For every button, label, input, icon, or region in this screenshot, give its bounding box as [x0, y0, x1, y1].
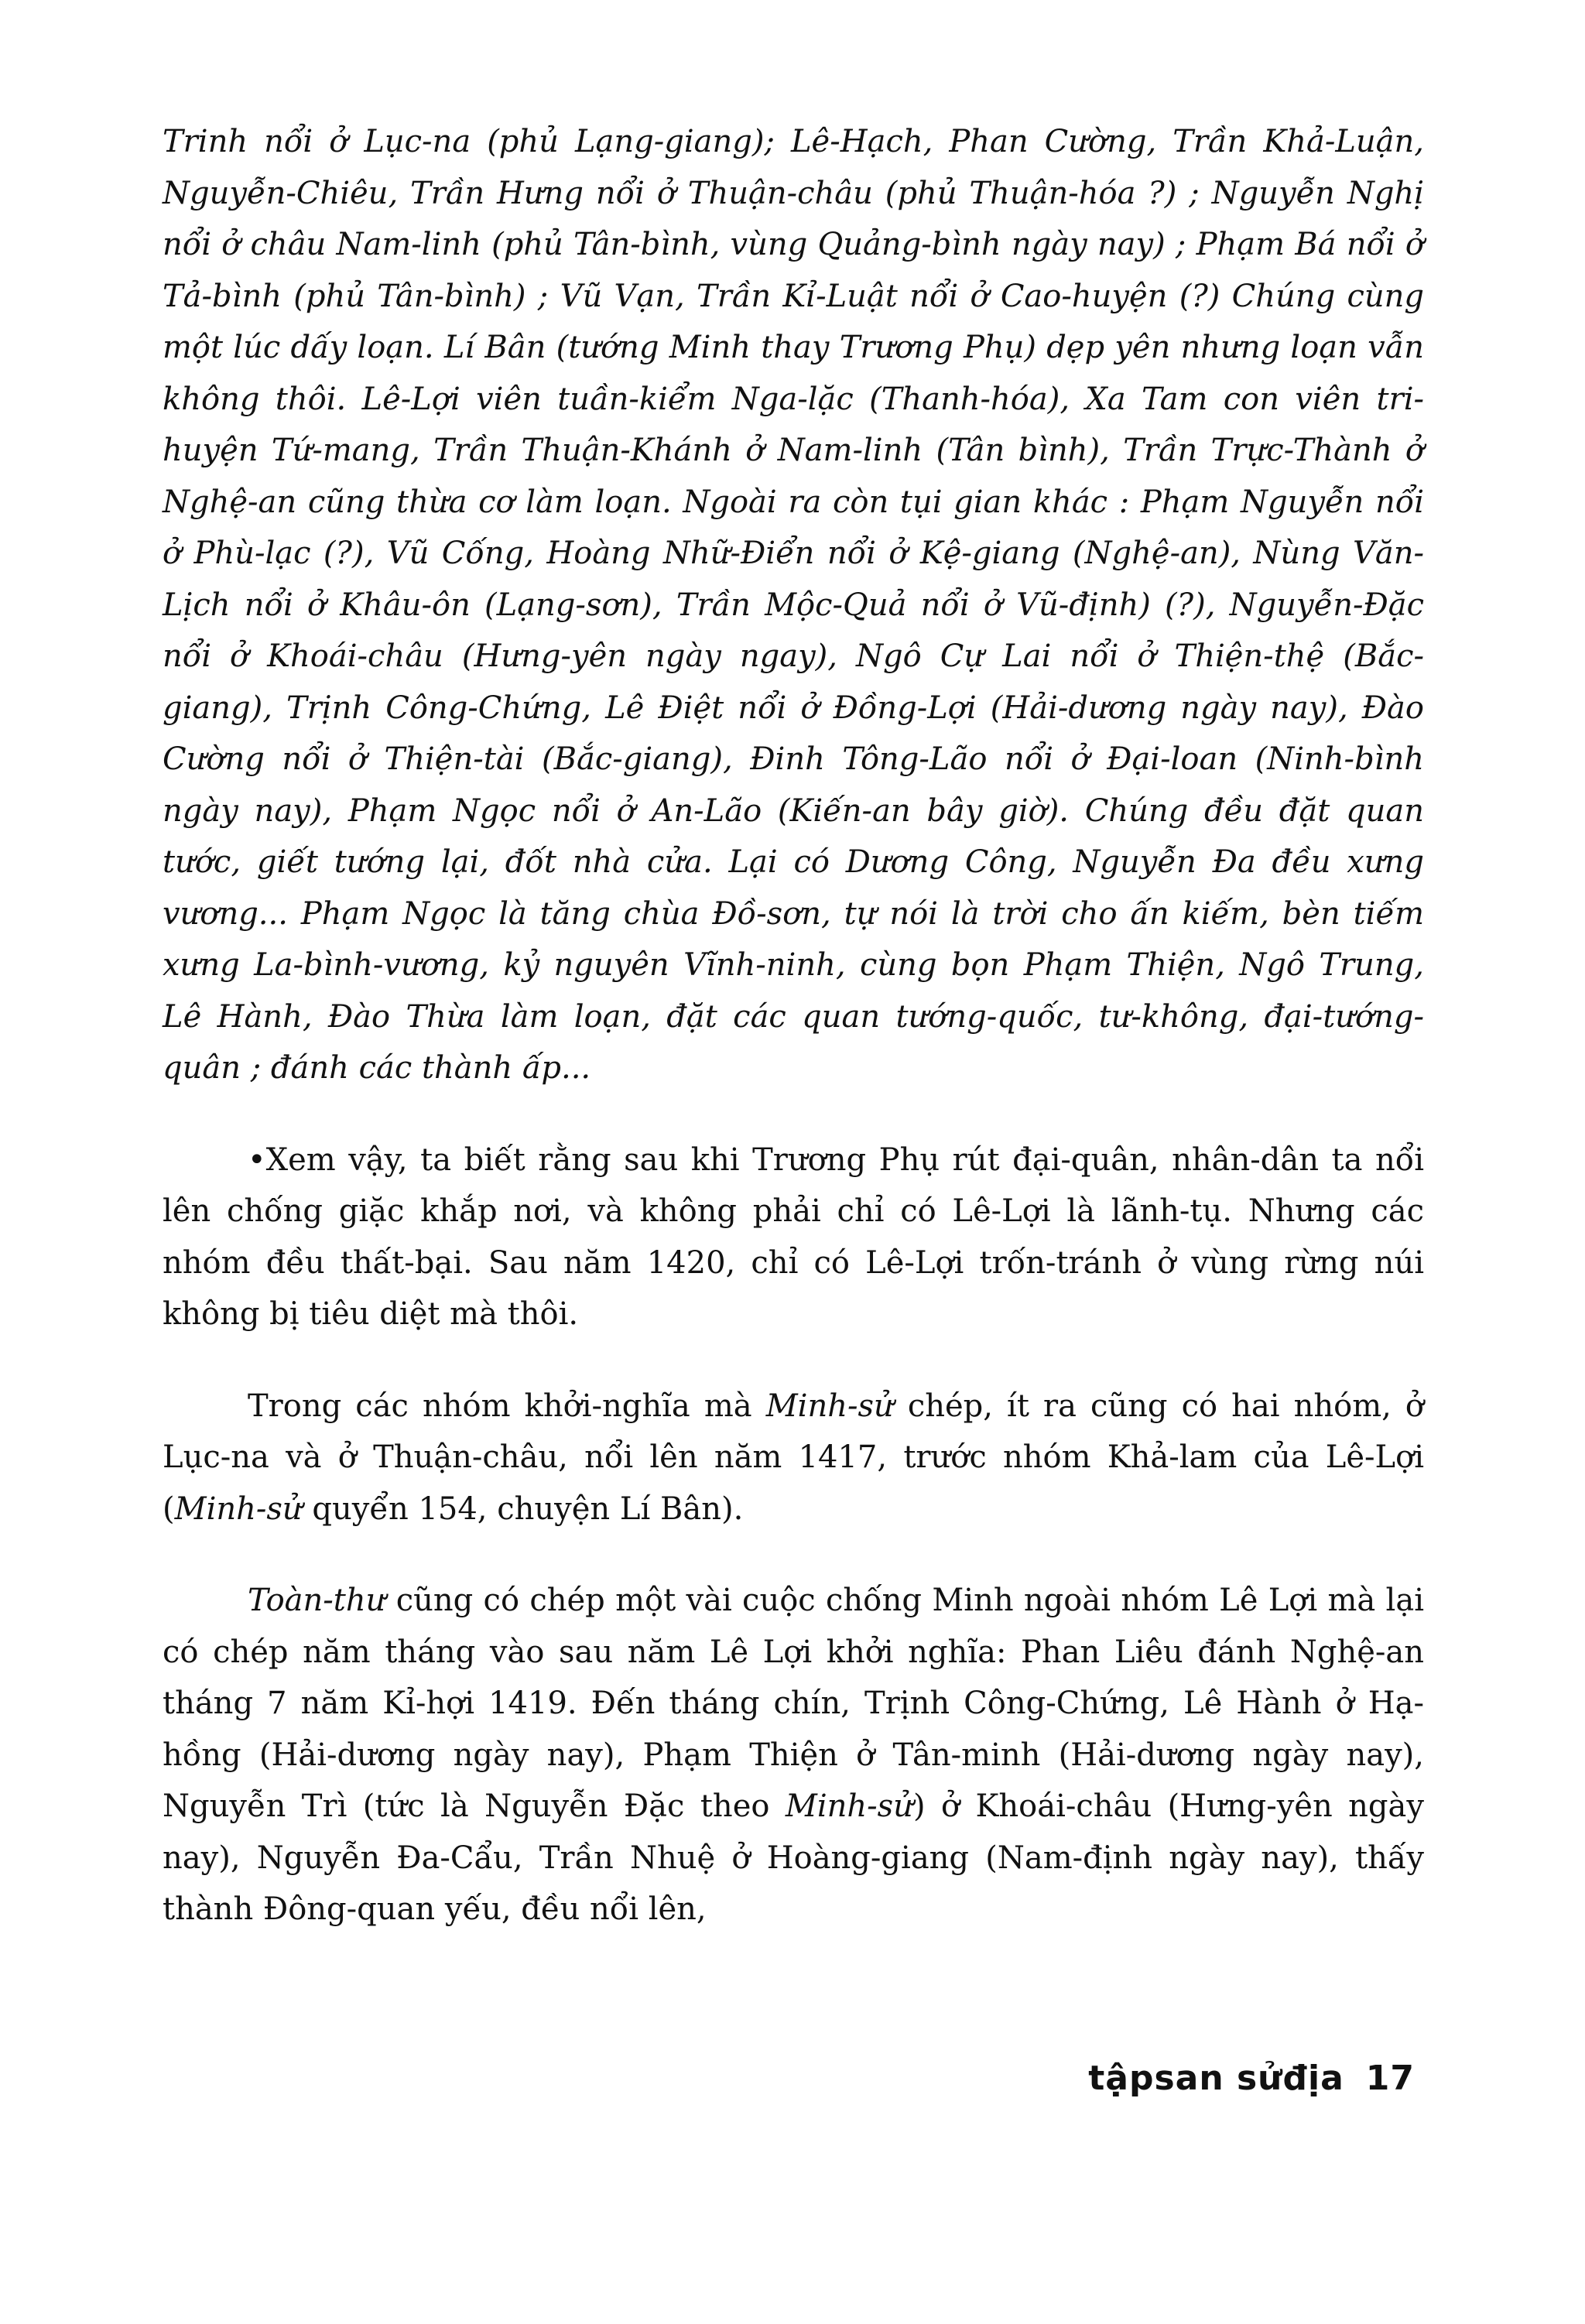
paragraph-2: [163, 1381, 1424, 1535]
publication-name: tậpsan sửđịa: [1088, 2059, 1344, 2098]
page-footer: [1088, 2059, 1415, 2098]
paragraph-3: [163, 1575, 1424, 1936]
source-title: Toàn-thư: [248, 1583, 386, 1618]
paragraph-1: •Xem vậy, ta biết rằng sau khi Trương Phụ rút đại-quân, nhân-dân ta nổi lên chống giặc khắp nơi, và không phải chỉ có Lê-Lợi là lãnh-tụ. Nhưng các nhóm đều thất-bại. Sau năm 1420, chỉ có Lê-Lợi trốn-tránh ở vùng rừng núi không bị tiêu diệt mà thôi.: [163, 1141, 1424, 1332]
paragraph-2-middle: chép, ít ra cũng có hai nhóm, ở Lục-na và ở Thuận-châu, nổi lên năm 1417, trước nhóm Khả-lam của Lê-Lợi (: [163, 1388, 1424, 1527]
paragraph-2-after: quyển 154, chuyện Lí Bân).: [302, 1491, 744, 1527]
source-title: Minh-sử: [785, 1788, 913, 1824]
source-title: Minh-sử: [174, 1491, 303, 1527]
paragraph-2-before: Trong các nhóm khởi-nghĩa mà: [248, 1388, 766, 1424]
paragraph-3-text-a: cũng có chép một vài cuộc chống Minh ngoài nhóm Lê Lợi mà lại có chép năm tháng vào sau năm Lê Lợi khởi nghĩa: Phan Liêu đánh Nghệ-an tháng 7 năm Kỉ-hợi 1419. Đến tháng chín, Trịnh Công-Chứng, Lê Hành ở Hạ-hồng (Hải-dương ngày nay), Phạm Thiện ở Tân-minh (Hải-dương ngày nay), Nguyễn Trì (tức là Nguyễn Đặc theo: [163, 1583, 1424, 1824]
source-title: Minh-sử: [765, 1388, 894, 1424]
page-number: 17: [1365, 2059, 1415, 2098]
page-content: [163, 116, 1424, 1936]
paragraph-3-text-b: ) ở Khoái-châu (Hưng-yên ngày nay), Nguyễn Đa-Cẩu, Trần Nhuệ ở Hoàng-giang (Nam-định ngày nay), thấy thành Đông-quan yếu, đều nổi lên,: [163, 1788, 1424, 1927]
quoted-passage: Trinh nổi ở Lục-na (phủ Lạng-giang); Lê-Hạch, Phan Cường, Trần Khả-Luận, Nguyễn-Chiêu, Trần Hưng nổi ở Thuận-châu (phủ Thuận-hóa ?) ; Nguyễn Nghị nổi ở châu Nam-linh (phủ Tân-bình, vùng Quảng-bình ngày nay) ; Phạm Bá nổi ở Tả-bình (phủ Tân-bình) ; Vũ Vạn, Trần Kỉ-Luật nổi ở Cao-huyện (?) Chúng cùng một lúc dấy loạn. Lí Bân (tướng Minh thay Trương Phụ) dẹp yên nhưng loạn vẫn không thôi. Lê-Lợi viên tuần-kiểm Nga-lặc (Thanh-hóa), Xa Tam con viên tri-huyện Tứ-mang, Trần Thuận-Khánh ở Nam-linh (Tân bình), Trần Trực-Thành ở Nghệ-an cũng thừa cơ làm loạn. Ngoài ra còn tụi gian khác : Phạm Nguyễn nổi ở Phù-lạc (?), Vũ Cống, Hoàng Nhữ-Điển nổi ở Kệ-giang (Nghệ-an), Nùng Văn-Lịch nổi ở Khâu-ôn (Lạng-sơn), Trần Mộc-Quả nổi ở Vũ-định) (?), Nguyễn-Đặc nổi ở Khoái-châu (Hưng-yên ngày ngay), Ngô Cự Lai nổi ở Thiện-thệ (Bắc-giang), Trịnh Công-Chứng, Lê Điệt nổi ở Đồng-Lợi (Hải-dương ngày nay), Đào Cường nổi ở Thiện-tài (Bắc-giang), Đinh Tông-Lão nổi ở Đại-loan (Ninh-bình ngày nay), Phạm Ngọc nổi ở An-Lão (Kiến-an bây giờ). Chúng đều đặt quan tước, giết tướng lại, đốt nhà cửa. Lại có Dương Công, Nguyễn Đa đều xưng vương... Phạm Ngọc là tăng chùa Đồ-sơn, tự nói là trời cho ấn kiếm, bèn tiếm xưng La-bình-vương, kỷ nguyên Vĩnh-ninh, cùng bọn Phạm Thiện, Ngô Trung, Lê Hành, Đào Thừa làm loạn, đặt các quan tướng-quốc, tư-không, đại-tướng-quân ; đánh các thành ấp...: [163, 124, 1424, 1086]
